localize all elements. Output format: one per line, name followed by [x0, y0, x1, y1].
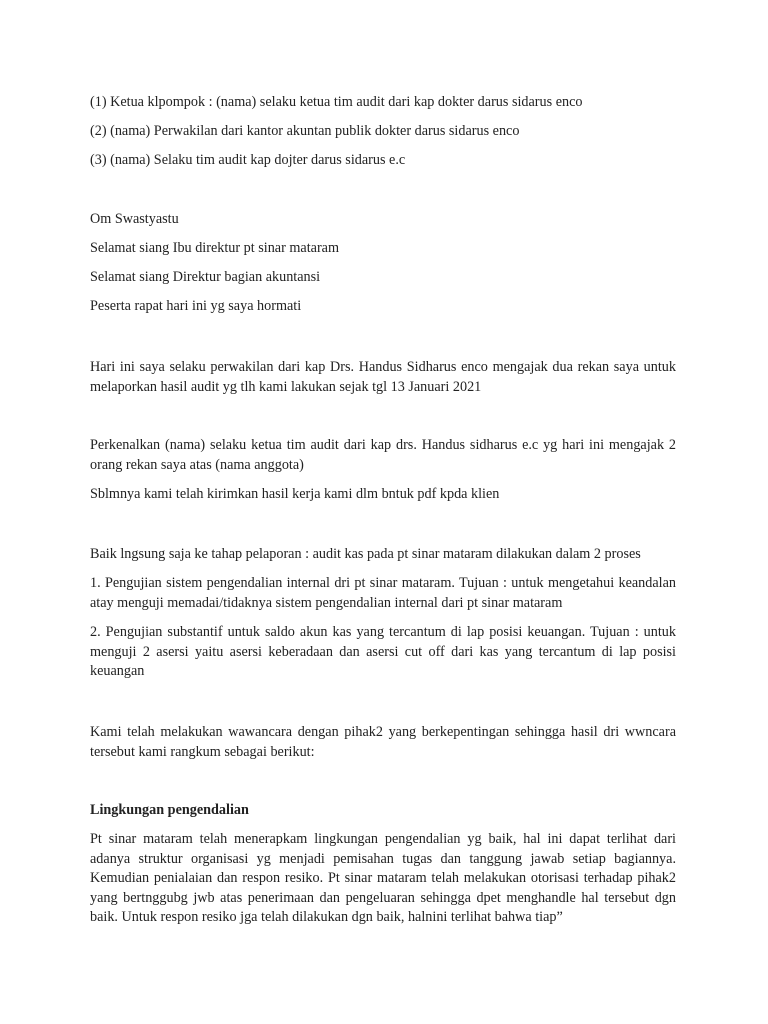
wawancara-paragraph: Kami telah melakukan wawancara dengan pihak2 yang berkepentingan sehingga hasil dri wwncara tersebut kami rangkum sebagai berikut: — [90, 724, 676, 760]
perkenalan-paragraph: Perkenalkan (nama) selaku ketua tim audit dari kap drs. Handus sidharus e.c yg hari ini mengajak 2 orang rekan saya atas (nama anggota) — [90, 437, 676, 473]
sblmnya-paragraph: Sblmnya kami telah kirimkan hasil kerja kami dlm bntuk pdf kpda klien — [90, 486, 500, 502]
proses-2-paragraph: 2. Pengujian substantif untuk saldo akun kas yang tercantum di lap posisi keuangan. Tujuan : untuk menguji 2 asersi yaitu asersi keberadaan dan asersi cut off dari kas yang tercantum di lap posisi keuangan — [90, 624, 676, 679]
intro-paragraph: Hari ini saya selaku perwakilan dari kap Drs. Handus Sidharus enco mengajak dua rekan saya untuk melaporkan hasil audit yg tlh kami lakukan sejak tgl 13 Januari 2021 — [90, 359, 676, 395]
team-line-2: (2) (nama) Perwakilan dari kantor akuntan publik dokter darus sidarus enco — [90, 123, 520, 139]
greeting-direktur-akuntansi: Selamat siang Direktur bagian akuntansi — [90, 269, 321, 285]
section-heading: Lingkungan pengendalian — [90, 802, 249, 818]
proses-1-paragraph: 1. Pengujian sistem pengendalian internal dri pt sinar mataram. Tujuan : untuk mengetahui keandalan atay menguji memadai/tidaknya sistem pengendalian internal dari pt sinar mataram — [90, 575, 676, 611]
team-line-1: (1) Ketua klpompok : (nama) selaku ketua tim audit dari kap dokter darus sidarus enco — [90, 94, 583, 110]
pelaporan-paragraph: Baik lngsung saja ke tahap pelaporan : audit kas pada pt sinar mataram dilakukan dalam 2 proses — [90, 546, 641, 562]
greeting-peserta: Peserta rapat hari ini yg saya hormati — [90, 298, 302, 314]
greeting-direktur: Selamat siang Ibu direktur pt sinar mataram — [90, 240, 339, 256]
lingkungan-paragraph: Pt sinar mataram telah menerapkam lingkungan pengendalian yg baik, hal ini dapat terlihat dari adanya struktur organisasi yg menjadi pemisahan tugas dan tanggung jawab setiap bagiannya. Kemudian penialaian dan respon resiko. Pt sinar mataram telah melakukan otorisasi terhadap pihak2 yang bertnggubg jwb atas penerimaan dan pengeluaran sehingga dpet menghandle hal tersebut dgn baik. Untuk respon resiko jga telah dilakukan dgn baik, halnini terlihat bahwa tiap” — [90, 831, 676, 925]
team-line-3: (3) (nama) Selaku tim audit kap dojter darus sidarus e.c — [90, 152, 406, 168]
greeting-om-swastyastu: Om Swastyastu — [90, 211, 179, 227]
